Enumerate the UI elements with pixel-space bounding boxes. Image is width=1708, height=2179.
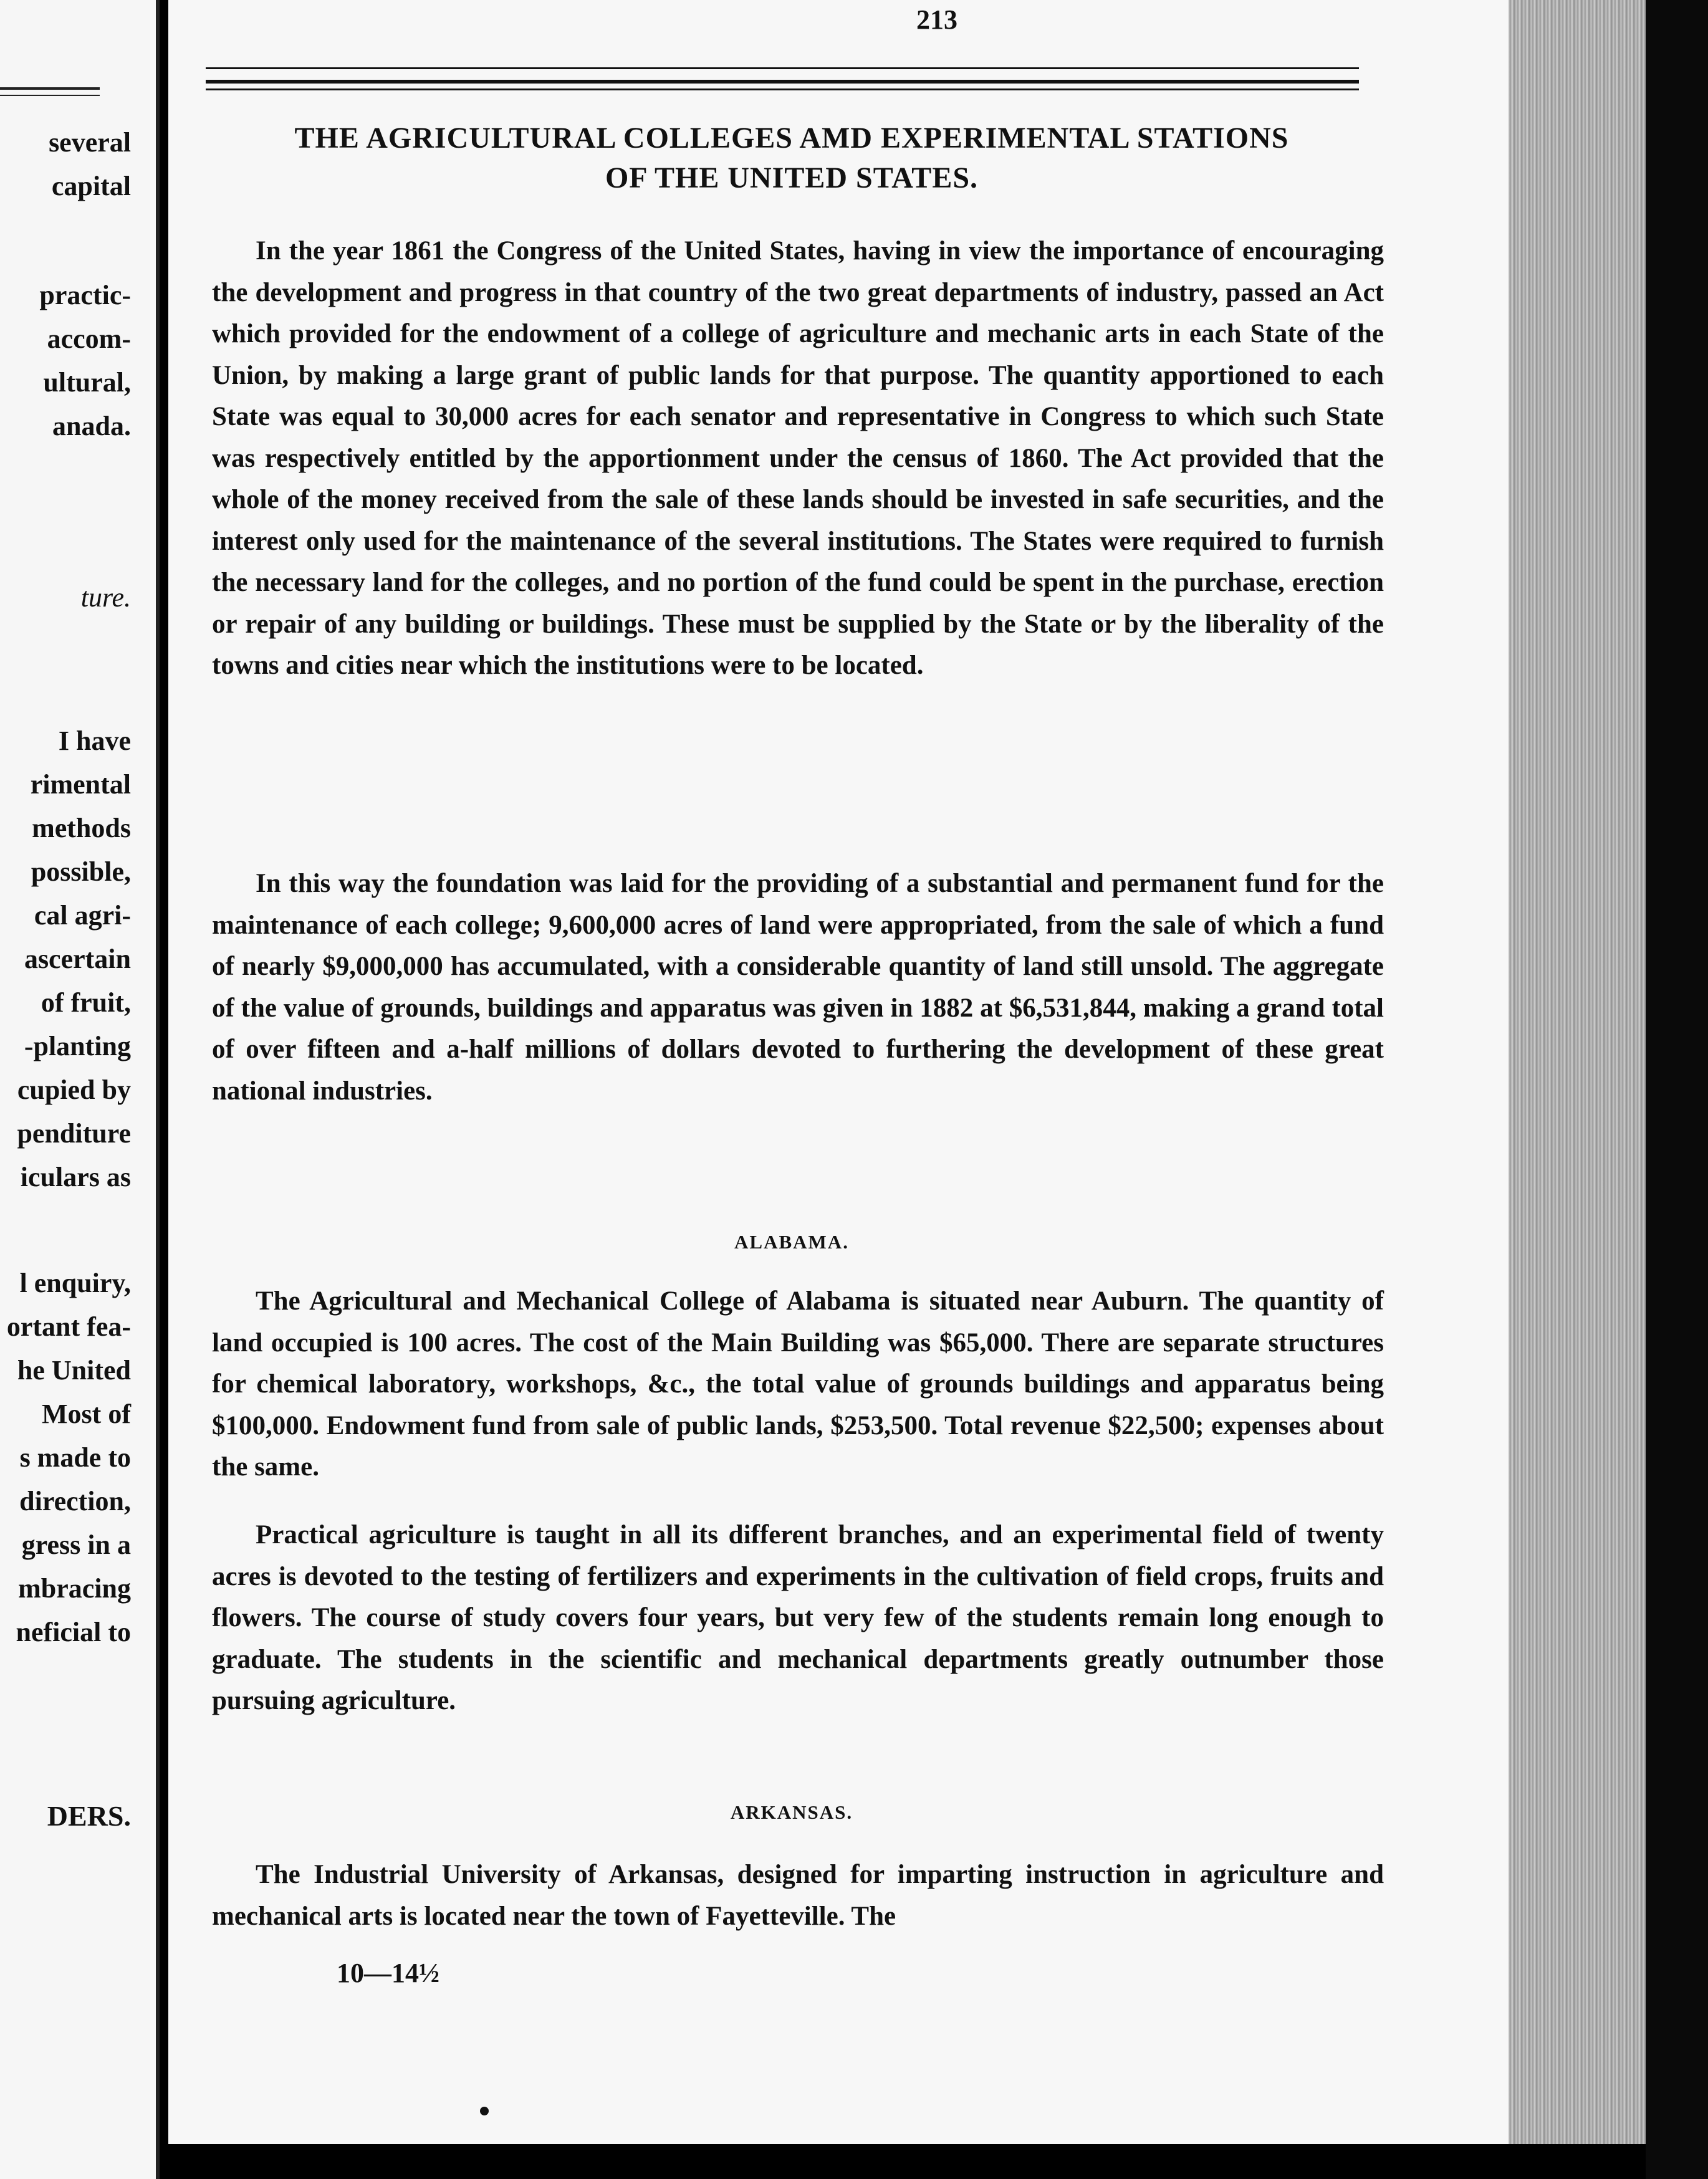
left-page-line: -planting bbox=[24, 1031, 131, 1061]
title-line-2: OF THE UNITED STATES. bbox=[605, 161, 979, 194]
left-page-line: several bbox=[49, 127, 131, 158]
ink-dot bbox=[480, 2107, 489, 2115]
left-page-line: ture. bbox=[80, 582, 131, 613]
left-page-line: capital bbox=[51, 171, 131, 201]
left-page-line: possible, bbox=[31, 856, 131, 887]
left-page-line: ascertain bbox=[24, 944, 131, 974]
page-title bbox=[206, 118, 1378, 198]
main-page bbox=[168, 0, 1558, 2144]
paragraph-alabama-curriculum: Practical agriculture is taught in all its different branches, and an experimental field of twenty acres is devoted to the testing of fertilizers and experiments in the cultivation of field crops, fruits and flowers. The course of study covers four years, but very few of the students remain long enough to graduate. The students in the scientific and mechanical departments greatly outnumber those pursuing agriculture. bbox=[212, 1520, 1384, 1715]
left-facing-page bbox=[0, 0, 160, 2179]
section-heading-arkansas: ARKANSAS. bbox=[730, 1801, 853, 1823]
left-page-line: cupied by bbox=[17, 1075, 131, 1105]
left-page-line: DERS. bbox=[47, 1800, 131, 1832]
header-rule-bottom bbox=[206, 89, 1359, 90]
left-page-line: I have bbox=[58, 726, 131, 756]
paragraph-arkansas: The Industrial University of Arkansas, designed for imparting instruction in agriculture and mechanical arts is located near the town of Fayetteville. The bbox=[212, 1860, 1384, 1931]
left-page-line: rimental bbox=[30, 769, 131, 800]
left-page-line: of fruit, bbox=[41, 987, 131, 1018]
left-page-line: direction, bbox=[19, 1486, 131, 1516]
left-page-line: neficial to bbox=[16, 1617, 131, 1647]
left-page-line: cal agri- bbox=[34, 900, 131, 931]
paragraph-fund: In this way the foundation was laid for the providing of a substantial and permanent fund for the maintenance of each college; 9,600,000 acres of land were appropriated, from the sale of which a fund of nearly $9,000,000 has accumulated, with a considerable quantity of land still unsold. The aggregate of the value of grounds, buildings and apparatus was given in 1882 at $6,531,844, making a grand total of over fifteen and a-half millions of dollars devoted to furthering the development of these great national industries. bbox=[212, 869, 1384, 1106]
header-rule-top bbox=[206, 67, 1359, 69]
printer-signature-mark: 10—14½ bbox=[337, 1958, 439, 1988]
paragraph-alabama-college: The Agricultural and Mechanical College of Alabama is situated near Auburn. The quantity of land occupied is 100 acres. The cost of the Main Building was $65,000. There are separate structures for chemical laboratory, workshops, &c., the total value of grounds buildings and apparatus being $100,000. Endowment fund from sale of public lands, $253,500. Total revenue $22,500; expenses about the same. bbox=[212, 1286, 1384, 1482]
left-page-line: accom- bbox=[47, 323, 131, 354]
left-page-rule-thin bbox=[0, 95, 100, 96]
left-page-line: anada. bbox=[52, 411, 131, 441]
header-rule-thick bbox=[206, 80, 1359, 84]
page-number: 213 bbox=[916, 4, 957, 35]
left-page-line: l enquiry, bbox=[19, 1268, 131, 1298]
section-heading-alabama: ALABAMA. bbox=[734, 1231, 849, 1253]
left-page-line: gress in a bbox=[21, 1530, 131, 1560]
book-page-edges bbox=[1509, 0, 1646, 2144]
left-page-line: ortant fea- bbox=[6, 1311, 131, 1342]
left-page-line: methods bbox=[32, 813, 131, 843]
left-page-line: s made to bbox=[19, 1442, 131, 1473]
left-page-line: he United bbox=[17, 1355, 131, 1386]
title-line-1: THE AGRICULTURAL COLLEGES AMD EXPERIMENTAL STATIONS bbox=[294, 122, 1289, 155]
paragraph-intro: In the year 1861 the Congress of the United States, having in view the importance of encouraging the development and progress in that country of the two great departments of industry, passed an Act which provided for the endowment of a college of agriculture and mechanic arts in each State of the Union, by making a large grant of public lands for that purpose. The quantity apportioned to each State was equal to 30,000 acres for each senator and representative in Congress to which such State was respectively entitled by the apportionment under the census of 1860. The Act provided that the whole of the money received from the sale of these lands should be invested in safe securities, and the interest only used for the maintenance of the several institutions. The States were required to furnish the necessary land for the colleges, and no portion of the fund could be spent in the purchase, erection or repair of any building or buildings. These must be supplied by the State or by the liberality of the towns and cities near which the institutions were to be located. bbox=[212, 236, 1384, 680]
scan-background-edge bbox=[1646, 0, 1708, 2179]
left-page-line: mbracing bbox=[18, 1573, 131, 1604]
left-page-line: penditure bbox=[17, 1118, 131, 1149]
left-page-line: ultural, bbox=[43, 367, 131, 398]
left-page-line: Most of bbox=[42, 1399, 131, 1429]
left-page-line: iculars as bbox=[20, 1162, 131, 1192]
left-page-line: practic- bbox=[39, 280, 131, 310]
left-page-rule bbox=[0, 87, 100, 90]
